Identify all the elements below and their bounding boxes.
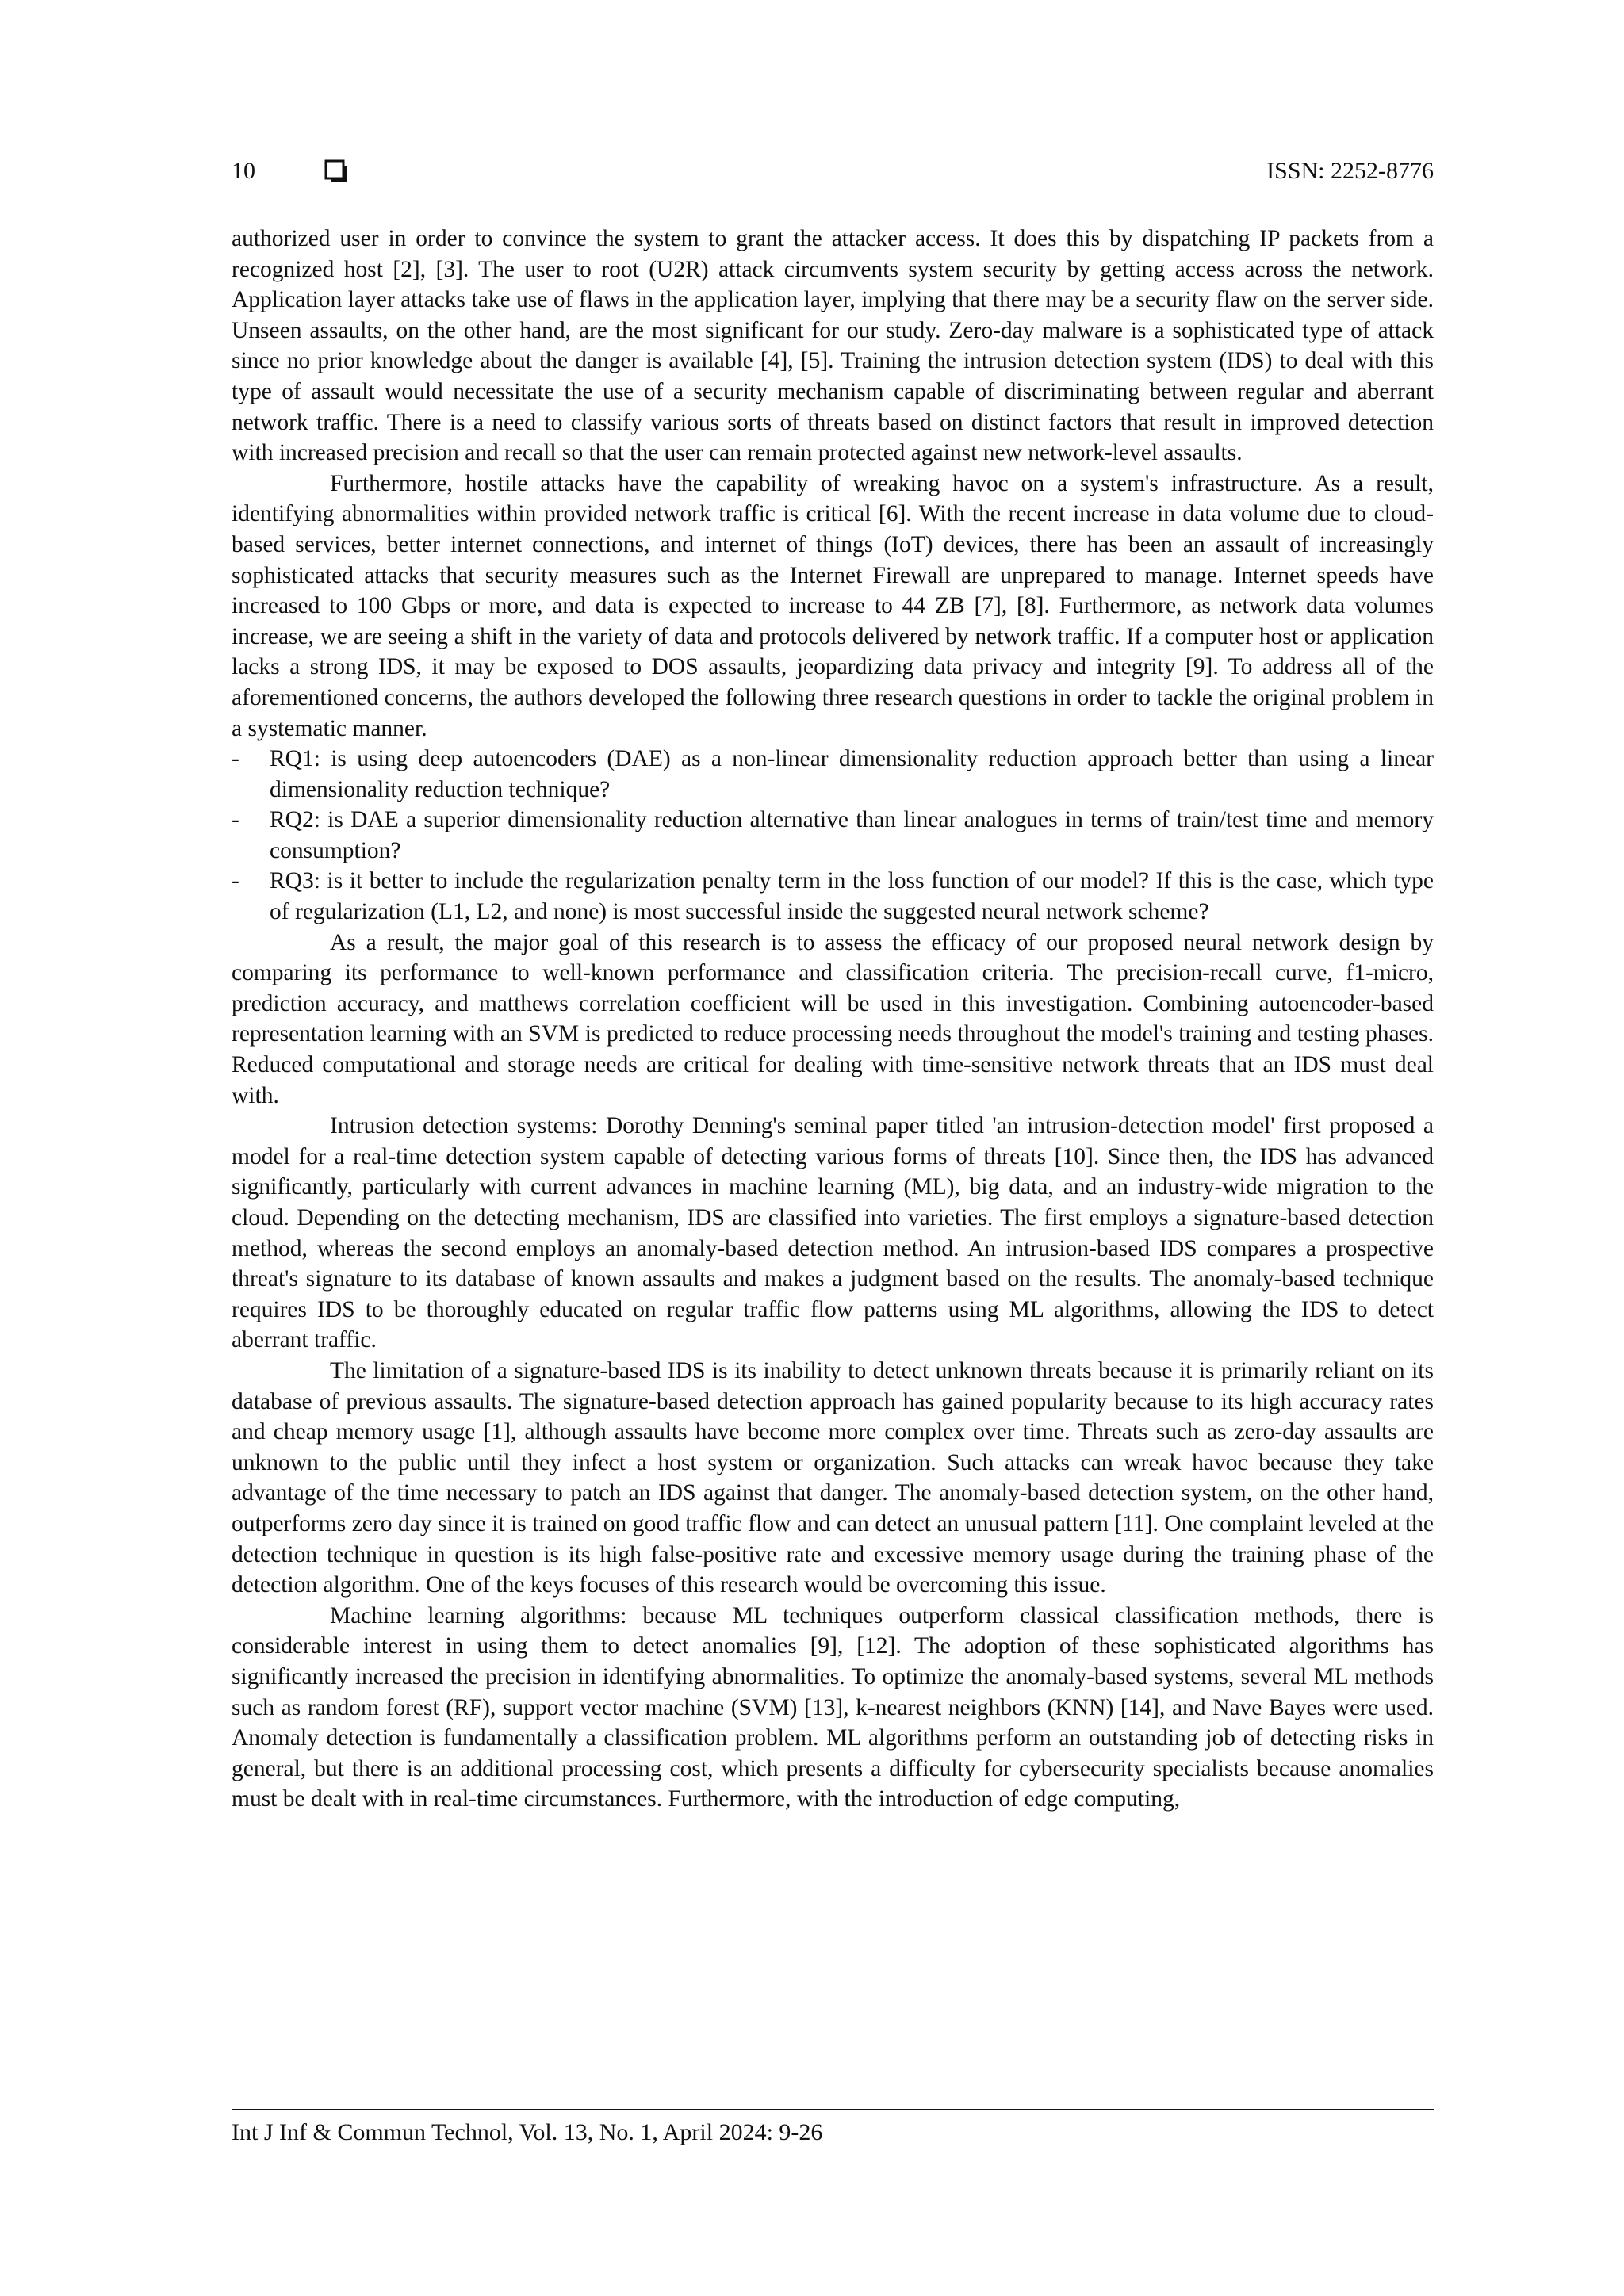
research-questions-list [232,744,1434,928]
journal-citation: Int J Inf & Commun Technol, Vol. 13, No. 1, April 2024: 9-26 [232,2119,823,2145]
footer-divider [232,2109,1434,2110]
list-item-text: RQ3: is it better to include the regularization penalty term in the loss function of our model? If this is the case, which type of regularization (L1, L2, and none) is most successful inside the suggested neural network scheme? [270,868,1434,925]
issn: ISSN: 2252-8776 [1266,158,1434,184]
paragraph: Furthermore, hostile attacks have the capability of wreaking havoc on a system's infrastructure. As a result, identifying abnormalities within provided network traffic is critical [6]. With the recent increase in data volume due to cloud-based services, better internet connections, and internet of things (IoT) devices, there has been an assault of increasingly sophisticated attacks that security measures such as the Internet Firewall are unprepared to manage. Internet speeds have increased to 100 Gbps or more, and data is expected to increase to 44 ZB [7], [8]. Furthermore, as network data volumes increase, we are seeing a shift in the variety of data and protocols delivered by network traffic. If a computer host or application lacks a strong IDS, it may be exposed to DOS assaults, jeopardizing data privacy and integrity [9]. To address all of the aforementioned concerns, the authors developed the following three research questions in order to tackle the original problem in a systematic manner. [232,470,1434,741]
paragraph-continued: authorized user in order to convince the system to grant the attacker access. It does this by dispatching IP packets from a recognized host [2], [3]. The user to root (U2R) attack circumvents system security by getting access across the network. Application layer attacks take use of flaws in the application layer, implying that there may be a security flaw on the server side. Unseen assaults, on the other hand, are the most significant for our study. Zero-day malware is a sophisticated type of attack since no prior knowledge about the danger is available [4], [5]. Training the intrusion detection system (IDS) to deal with this type of assault would necessitate the use of a security mechanism capable of discriminating between regular and aberrant network traffic. There is a need to classify various sorts of threats based on distinct factors that result in improved detection with increased precision and recall so that the user can remain protected against new network-level assaults. [232,226,1434,466]
hollow-square-icon [324,159,349,184]
list-item-text: RQ2: is DAE a superior dimensionality reduction alternative than linear analogues in terms of train/test time and memory consumption? [270,807,1434,863]
paragraph: Machine learning algorithms: because ML techniques outperform classical classification methods, there is considerable interest in using them to detect anomalies [9], [12]. The adoption of these sophisticated algorithms has significantly increased the precision in identifying abnormalities. To optimize the anomaly-based systems, several ML methods such as random forest (RF), support vector machine (SVM) [13], k-nearest neighbors (KNN) [14], and Nave Bayes were used. Anomaly detection is fundamentally a classification problem. ML algorithms perform an outstanding job of detecting risks in general, but there is an additional processing cost, which presents a difficulty for cybersecurity specialists because anomalies must be dealt with in real-time circumstances. Furthermore, with the introduction of edge computing, [232,1602,1434,1812]
paragraph: As a result, the major goal of this research is to assess the efficacy of our proposed neural network design by comparing its performance to well-known performance and classification criteria. The precision-recall curve, f1-micro, prediction accuracy, and matthews correlation coefficient will be used in this investigation. Combining autoencoder-based representation learning with an SVM is predicted to reduce processing needs throughout the model's training and testing phases. Reduced computational and storage needs are critical for dealing with time-sensitive network threats that an IDS must deal with. [232,929,1434,1108]
list-item [232,805,1434,866]
body-text [232,224,1434,1815]
paragraph: Intrusion detection systems: Dorothy Denning's seminal paper titled 'an intrusion-detection model' first proposed a model for a real-time detection system capable of detecting various forms of threats [10]. Since then, the IDS has advanced significantly, particularly with current advances in machine learning (ML), big data, and an industry-wide migration to the cloud. Depending on the detecting mechanism, IDS are classified into varieties. The first employs a signature-based detection method, whereas the second employs an anomaly-based detection method. An intrusion-based IDS compares a prospective threat's signature to its database of known assaults and makes a judgment based on the results. The anomaly-based technique requires IDS to be thoroughly educated on regular traffic flow patterns using ML algorithms, allowing the IDS to detect aberrant traffic. [232,1113,1434,1353]
list-item [232,744,1434,805]
page-header [232,155,1434,187]
list-item-text: RQ1: is using deep autoencoders (DAE) as a non-linear dimensionality reduction approach better than using a linear dimensionality reduction technique? [270,746,1434,802]
paragraph: The limitation of a signature-based IDS is its inability to detect unknown threats because it is primarily reliant on its database of previous assaults. The signature-based detection approach has gained popularity because to its high accuracy rates and cheap memory usage [1], although assaults have become more complex over time. Threats such as zero-day assaults are unknown to the public until they infect a host system or organization. Such attacks can wreak havoc because they take advantage of the time necessary to patch an IDS against that danger. The anomaly-based detection system, on the other hand, outperforms zero day since it is trained on good traffic flow and can detect an unusual pattern [11]. One complaint leveled at the detection technique in question is its high false-positive rate and excessive memory usage during the training phase of the detection algorithm. One of the keys focuses of this research would be overcoming this issue. [232,1357,1434,1598]
list-bullet: - [232,746,239,772]
list-bullet: - [232,807,239,833]
list-bullet: - [232,868,239,894]
list-item [232,866,1434,927]
page-number: 10 [232,158,255,184]
